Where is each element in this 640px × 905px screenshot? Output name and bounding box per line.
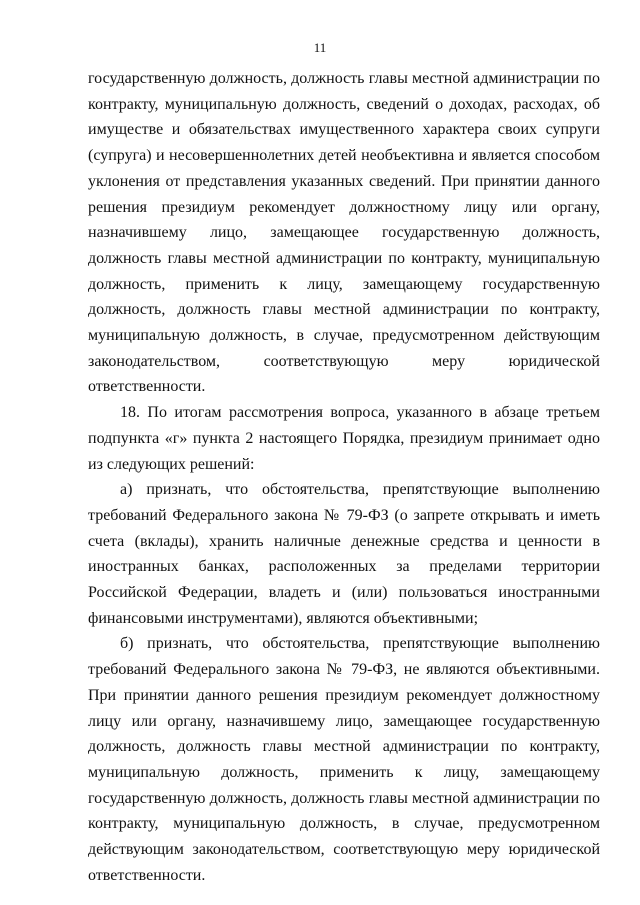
paragraph-subitem-b: б) признать, что обстоятельства, препятствующие выполнению требований Федерального закона № 79-ФЗ, не являются объективными. При принятии данного решения президиум рекомендует должностному лицу или органу, назначившему лицо, замещающее государственную должность, должность главы местной администрации по контракту, муниципальную должность, применить к лицу, замещающему государственную должность, должность главы местной администрации по контракту, муниципальную должность, в случае, предусмотренном действующим законодательством, соответствующую меру юридической ответственности. [88,635,600,884]
document-body [88,66,600,889]
paragraph-continuation: государственную должность, должность главы местной администрации по контракту, муниципальную должность, сведений о доходах, расходах, об имуществе и обязательствах имущественного характера своих супруги (супруга) и несовершеннолетних детей необъективна и является способом уклонения от представления указанных сведений. При принятии данного решения президиум рекомендует должностному лицу или органу, назначившему лицо, замещающее государственную должность, должность главы местной администрации по контракту, муниципальную должность, применить к лицу, замещающему государственную должность, должность главы местной администрации по контракту, муниципальную должность, в случае, предусмотренном действующим законодательством, соответствующую меру юридической ответственности. [88,70,600,396]
paragraph-subitem-a: а) признать, что обстоятельства, препятствующие выполнению требований Федерального закона № 79-ФЗ (о запрете открывать и иметь счета (вклады), хранить наличные денежные средства и ценности в иностранных банках, расположенных за пределами территории Российской Федерации, владеть и (или) пользоваться иностранными финансовыми инструментами), являются объективными; [88,481,600,627]
page-number: 11 [313,40,327,55]
paragraph-item-18: 18. По итогам рассмотрения вопроса, указанного в абзаце третьем подпункта «г» пункта 2 настоящего Порядка, президиум принимает одно из следующих решений: [88,404,600,473]
